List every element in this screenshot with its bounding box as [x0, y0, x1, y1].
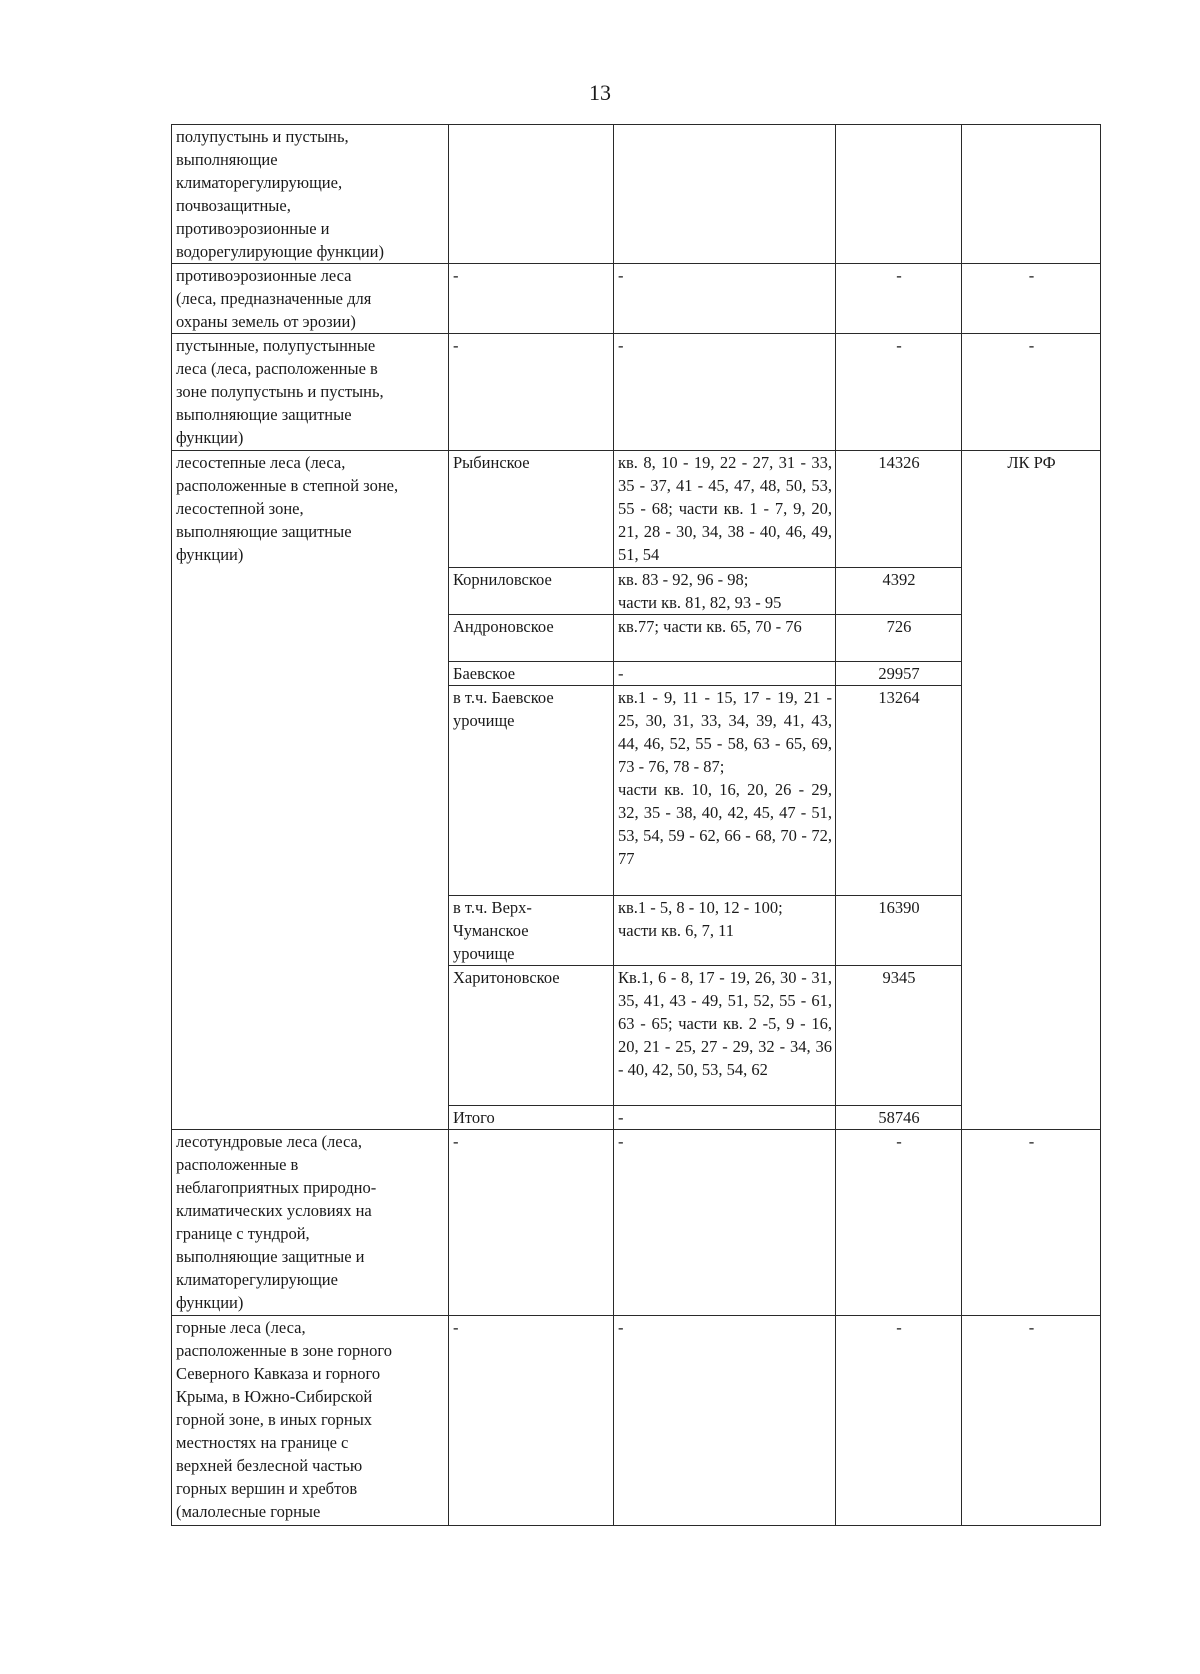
area-cell: 58746	[836, 1106, 962, 1130]
forest-category-cell: пустынные, полупустынные леса (леса, расположенные в зоне полупустынь и пустынь, выполняющие защитные функции)	[172, 334, 449, 451]
area-cell: 14326	[836, 451, 962, 568]
quarters-cell	[614, 125, 836, 264]
quarters-cell: кв. 83 - 92, 96 - 98; части кв. 81, 82, 93 - 95	[614, 568, 836, 615]
quarters-cell: -	[614, 662, 836, 686]
table-row	[172, 1316, 1101, 1526]
district-cell: Итого	[449, 1106, 614, 1130]
quarters-cell: -	[614, 1106, 836, 1130]
area-cell	[836, 125, 962, 264]
quarters-cell: кв.1 - 5, 8 - 10, 12 - 100; части кв. 6, 7, 11	[614, 896, 836, 966]
quarters-cell: кв.77; части кв. 65, 70 - 76	[614, 615, 836, 662]
forest-category-cell: лесостепные леса (леса, расположенные в степной зоне, лесостепной зоне, выполняющие защитные функции)	[172, 451, 449, 1130]
quarters-cell: -	[614, 1130, 836, 1316]
district-cell	[449, 125, 614, 264]
quarters-cell: кв.1 - 9, 11 - 15, 17 - 19, 21 - 25, 30, 31, 33, 34, 39, 41, 43, 44, 46, 52, 55 - 58, 63 - 65, 69, 73 - 76, 78 - 87; части кв. 10, 16, 20, 26 - 29, 32, 35 - 38, 40, 42, 45, 47 - 51, 53, 54, 59 - 62, 66 - 68, 70 - 72, 77	[614, 686, 836, 896]
table-row	[172, 125, 1101, 264]
district-cell: -	[449, 334, 614, 451]
district-cell: в т.ч. Баевское урочище	[449, 686, 614, 896]
district-cell: Андроновское	[449, 615, 614, 662]
area-cell: -	[836, 1130, 962, 1316]
district-cell: -	[449, 264, 614, 334]
district-cell: в т.ч. Верх- Чуманское урочище	[449, 896, 614, 966]
forest-category-cell: полупустынь и пустынь, выполняющие климаторегулирующие, почвозащитные, противоэрозионные и водорегулирующие функции)	[172, 125, 449, 264]
area-cell: 726	[836, 615, 962, 662]
area-cell: 9345	[836, 966, 962, 1106]
district-cell: Харитоновское	[449, 966, 614, 1106]
basis-cell: -	[962, 1316, 1101, 1526]
area-cell: -	[836, 334, 962, 451]
basis-cell: -	[962, 1130, 1101, 1316]
protective-forests-table	[171, 124, 1101, 1526]
district-cell: -	[449, 1316, 614, 1526]
quarters-cell: -	[614, 264, 836, 334]
table-row	[172, 264, 1101, 334]
area-cell: -	[836, 1316, 962, 1526]
basis-cell: -	[962, 264, 1101, 334]
basis-cell	[962, 125, 1101, 264]
basis-cell: ЛК РФ	[962, 451, 1101, 1130]
page-number: 13	[589, 80, 611, 105]
district-cell: Рыбинское	[449, 451, 614, 568]
area-cell: 13264	[836, 686, 962, 896]
quarters-cell: Кв.1, 6 - 8, 17 - 19, 26, 30 - 31, 35, 41, 43 - 49, 51, 52, 55 - 61, 63 - 65; части кв. 2 -5, 9 - 16, 20, 21 - 25, 27 - 29, 32 - 34, 36 - 40, 42, 50, 53, 54, 62	[614, 966, 836, 1106]
forest-category-cell: противоэрозионные леса (леса, предназначенные для охраны земель от эрозии)	[172, 264, 449, 334]
quarters-cell: -	[614, 1316, 836, 1526]
table-row	[172, 451, 1101, 568]
area-cell: 29957	[836, 662, 962, 686]
forest-category-cell: лесотундровые леса (леса, расположенные в неблагоприятных природно- климатических условиях на границе с тундрой, выполняющие защитные и климаторегулирующие функции)	[172, 1130, 449, 1316]
forest-category-cell: горные леса (леса, расположенные в зоне горного Северного Кавказа и горного Крыма, в Южно-Сибирской горной зоне, в иных горных местностях на границе с верхней безлесной частью горных вершин и хребтов (малолесные горные	[172, 1316, 449, 1526]
area-cell: -	[836, 264, 962, 334]
basis-cell: -	[962, 334, 1101, 451]
district-cell: -	[449, 1130, 614, 1316]
quarters-cell: -	[614, 334, 836, 451]
district-cell: Баевское	[449, 662, 614, 686]
area-cell: 16390	[836, 896, 962, 966]
table-row	[172, 1130, 1101, 1316]
district-cell: Корниловское	[449, 568, 614, 615]
area-cell: 4392	[836, 568, 962, 615]
quarters-cell: кв. 8, 10 - 19, 22 - 27, 31 - 33, 35 - 37, 41 - 45, 47, 48, 50, 53, 55 - 68; части кв. 1 - 7, 9, 20, 21, 28 - 30, 34, 38 - 40, 46, 49, 51, 54	[614, 451, 836, 568]
table-row	[172, 334, 1101, 451]
